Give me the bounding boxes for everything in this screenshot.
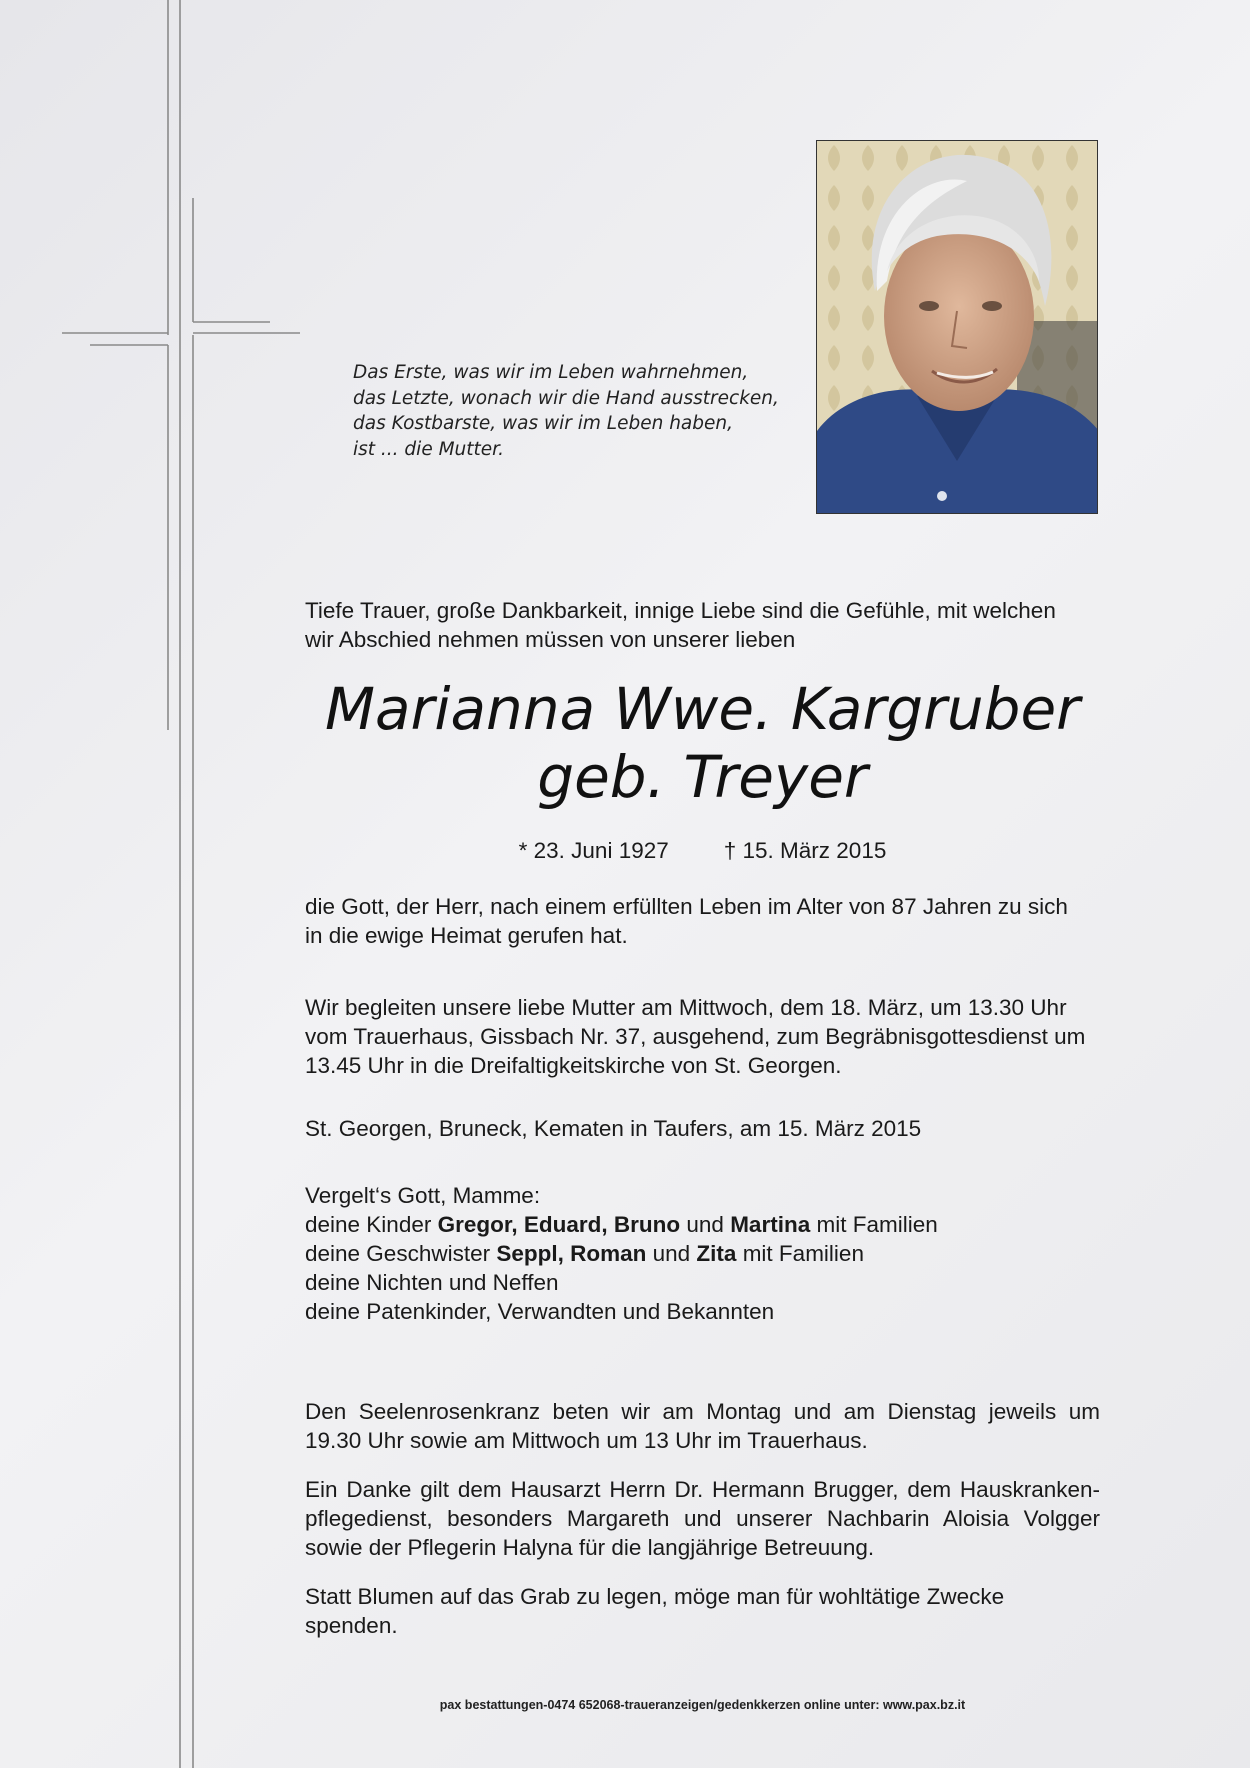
thanks-line: sowie der Pflegerin Halyna für die langjährige Betreuung. — [305, 1535, 875, 1560]
siblings-and: und — [646, 1241, 697, 1266]
mourners-children — [305, 1210, 1100, 1239]
intro-line: Tiefe Trauer, große Dankbarkeit, innige Liebe sind die Gefühle, mit welchen — [305, 598, 1056, 623]
siblings-suffix: mit Familien — [736, 1241, 864, 1266]
quote-line: das Letzte, wonach wir die Hand ausstrecken, — [353, 387, 779, 409]
cross-icon — [0, 0, 320, 1768]
memorial-quote — [353, 360, 793, 462]
siblings-names: Seppl, Roman — [496, 1241, 647, 1266]
maiden-name: geb. Treyer — [537, 743, 868, 811]
quote-line: Das Erste, was wir im Leben wahrnehmen, — [353, 362, 749, 383]
portrait-image — [817, 141, 1098, 514]
intro-paragraph — [305, 596, 1100, 654]
death-line: die Gott, der Herr, nach einem erfüllten Leben im Alter von 87 Jahren zu sich — [305, 894, 1068, 919]
siblings-prefix: deine Geschwister — [305, 1241, 497, 1266]
intro-line: wir Abschied nehmen müssen von unserer lieben — [305, 627, 796, 652]
footer-imprint: pax bestattungen-0474 652068-traueranzeigen/gedenkkerzen online unter: www.pax.bz.it — [439, 1698, 966, 1712]
deceased-name-block — [270, 675, 1135, 811]
funeral-line: 13.45 Uhr in die Dreifaltigkeitskirche von St. Georgen. — [305, 1053, 842, 1078]
funeral-line: vom Trauerhaus, Gissbach Nr. 37, ausgehend, zum Begräbnisgottesdienst um — [305, 1024, 1086, 1049]
quote-line: ist ... die Mutter. — [353, 438, 504, 460]
mourners-list — [305, 1181, 1100, 1326]
children-prefix: deine Kinder — [305, 1212, 438, 1237]
mourners-siblings — [305, 1239, 1100, 1268]
funeral-paragraph — [305, 993, 1100, 1080]
deceased-portrait — [816, 140, 1098, 514]
death-paragraph — [305, 892, 1100, 950]
life-dates — [270, 838, 1135, 864]
place-date: St. Georgen, Bruneck, Kematen in Taufers, am 15. März 2015 — [305, 1116, 922, 1141]
thanks-line: pflegedienst, besonders Margareth und unserer Nachbarin Aloisia Volgger — [305, 1506, 1100, 1531]
thanks-paragraph — [305, 1475, 1100, 1562]
flowers-note: Statt Blumen auf das Grab zu legen, möge man für wohltätige Zwecke spenden. — [305, 1584, 1005, 1638]
rosary-line: Den Seelenrosenkranz beten wir am Montag und am Dienstag jeweils um — [305, 1399, 1100, 1424]
death-line: in die ewige Heimat gerufen hat. — [305, 923, 628, 948]
siblings-last: Zita — [696, 1241, 737, 1266]
children-names: Gregor, Eduard, Bruno — [437, 1212, 681, 1237]
funeral-line: Wir begleiten unsere liebe Mutter am Mittwoch, dem 18. März, um 13.30 Uhr — [305, 995, 1067, 1020]
quote-line: das Kostbarste, was wir im Leben haben, — [353, 413, 733, 434]
mourners-nieces: deine Nichten und Neffen — [305, 1270, 559, 1295]
death-date: † 15. März 2015 — [723, 838, 887, 863]
children-last: Martina — [730, 1212, 811, 1237]
birth-date: * 23. Juni 1927 — [518, 838, 669, 863]
children-suffix: mit Familien — [810, 1212, 938, 1237]
children-and: und — [680, 1212, 731, 1237]
rosary-paragraph — [305, 1397, 1100, 1455]
mourners-godchildren: deine Patenkinder, Verwandten und Bekannten — [305, 1299, 775, 1324]
thanks-line: Ein Danke gilt dem Hausarzt Herrn Dr. Hermann Brugger, dem Hauskranken- — [305, 1477, 1100, 1502]
mourners-heading: Vergelt‘s Gott, Mamme: — [305, 1183, 541, 1208]
deceased-name: Marianna Wwe. Kargruber — [324, 675, 1081, 743]
rosary-line: 19.30 Uhr sowie am Mittwoch um 13 Uhr im Trauerhaus. — [305, 1428, 868, 1453]
